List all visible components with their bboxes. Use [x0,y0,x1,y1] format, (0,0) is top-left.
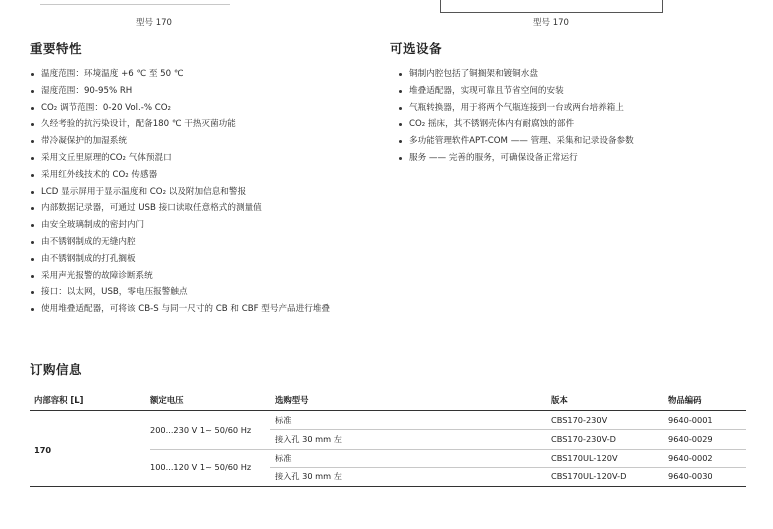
bullet-icon [31,157,34,160]
header-part-number: 物品编码 [668,395,702,405]
order-table [30,390,746,481]
option-cell: 标准 [275,453,292,463]
optional-heading: 可选设备 [390,41,443,56]
list-item: 湿度范围：90-95% RH [30,83,380,100]
list-item: 由不锈钢制成的无缝内腔 [30,234,380,251]
bullet-icon [399,140,402,143]
bullet-icon [31,258,34,261]
bullet-icon [31,224,34,227]
bullet-icon [399,157,402,160]
optional-list [398,66,728,167]
image-caption-right: 型号 170 [533,18,569,28]
list-item: 接口：以太网，USB，零电压报警触点 [30,284,380,301]
list-item: 采用红外线技术的 CO₂ 传感器 [30,167,380,184]
table-row [270,430,746,448]
version-cell: CBS170UL-120V [551,453,618,463]
bullet-icon [31,207,34,210]
voltage-cell: 100...120 V 1~ 50/60 Hz [150,462,252,472]
option-cell: 接入孔 30 mm 左 [275,471,342,481]
order-heading: 订购信息 [30,362,83,377]
header-capacity: 内部容积 [L] [34,395,84,405]
voltage-cell: 200...230 V 1~ 50/60 Hz [150,425,252,435]
list-item: 气瓶转换器，用于将两个气瓶连接到一台或两台培养箱上 [398,100,728,117]
list-item: LCD 显示屏用于显示温度和 CO₂ 以及附加信息和警报 [30,184,380,201]
version-cell: CBS170-230V-D [551,434,616,444]
bullet-icon [31,308,34,311]
top-image-frame-left [40,0,230,5]
header-version: 版本 [551,395,568,405]
features-list [30,66,380,317]
version-cell: CBS170-230V [551,415,608,425]
list-item: 由安全玻璃制成的密封内门 [30,217,380,234]
bullet-icon [31,241,34,244]
table-row [270,411,746,430]
header-option: 选购型号 [275,395,309,405]
bullet-icon [31,275,34,278]
capacity-cell: 170 [34,445,52,455]
list-item: 久经考验的抗污染设计，配备180 ℃ 干热灭菌功能 [30,116,380,133]
list-item: 采用声光报警的故障诊断系统 [30,268,380,285]
bullet-icon [399,73,402,76]
image-caption-left: 型号 170 [136,18,172,28]
part-number-cell: 9640-0029 [668,434,713,444]
bullet-icon [31,123,34,126]
bullet-icon [31,140,34,143]
bullet-icon [399,90,402,93]
part-number-cell: 9640-0001 [668,415,713,425]
part-number-cell: 9640-0030 [668,471,713,481]
part-number-cell: 9640-0002 [668,453,713,463]
features-heading: 重要特性 [30,41,83,56]
bullet-icon [399,107,402,110]
version-cell: CBS170UL-120V-D [551,471,627,481]
bullet-icon [31,291,34,294]
option-cell: 标准 [275,415,292,425]
bullet-icon [31,73,34,76]
table-row [270,467,746,485]
list-item: 带冷凝保护的加湿系统 [30,133,380,150]
table-row [270,449,746,468]
list-item: CO₂ 调节范围：0-20 Vol.-% CO₂ [30,100,380,117]
header-voltage: 额定电压 [150,395,184,405]
bullet-icon [31,90,34,93]
bullet-icon [399,123,402,126]
option-cell: 接入孔 30 mm 左 [275,434,342,444]
list-item: 多功能管理软件APT-COM —— 管理、采集和记录设备参数 [398,133,728,150]
list-item: 温度范围：环境温度 +6 ℃ 至 50 ℃ [30,66,380,83]
list-item: 服务 —— 完善的服务，可确保设备正常运行 [398,150,728,167]
list-item: 采用文丘里原理的CO₂ 气体预混口 [30,150,380,167]
table-header [30,390,746,411]
list-item: 内部数据记录器，可通过 USB 接口读取任意格式的测量值 [30,200,380,217]
bullet-icon [31,191,34,194]
list-item: 铜制内腔包括了铜搁架和镀铜水盘 [398,66,728,83]
table-bottom-rule [30,486,746,487]
list-item: 由不锈钢制成的打孔搁板 [30,251,380,268]
list-item: 堆叠适配器，实现可靠且节省空间的安装 [398,83,728,100]
bullet-icon [31,107,34,110]
list-item: CO₂ 摇床，其不锈钢壳体内有耐腐蚀的部件 [398,116,728,133]
top-image-frame-right [440,0,663,13]
bullet-icon [31,174,34,177]
list-item: 使用堆叠适配器，可将该 CB-S 与同一尺寸的 CB 和 CBF 型号产品进行堆叠 [30,301,380,317]
